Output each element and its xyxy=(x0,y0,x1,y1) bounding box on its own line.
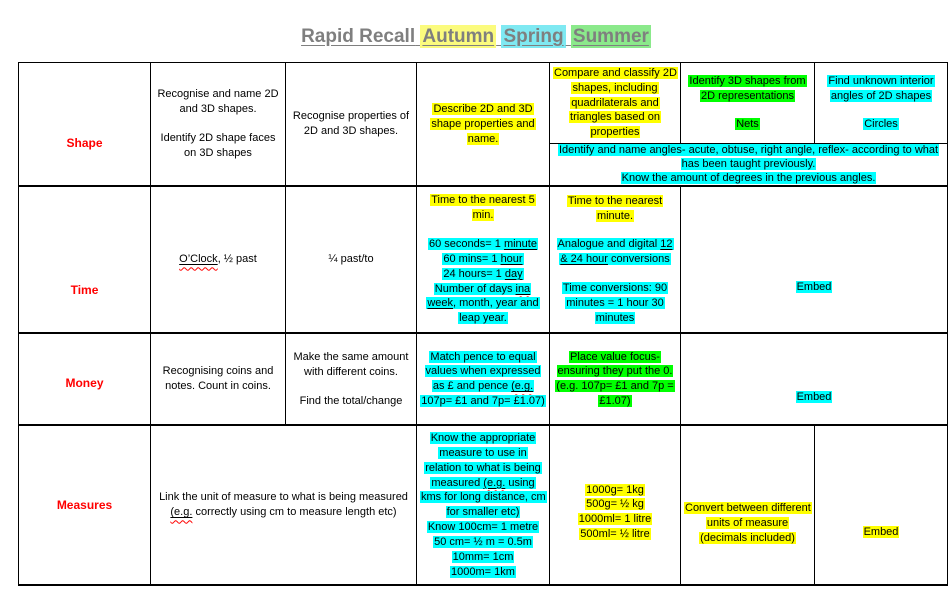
highlighted-text: Nets xyxy=(736,118,759,131)
underlined-text: O’Clock xyxy=(179,253,218,266)
cell-text: Link the unit of measure to what is being measured (e.g. correctly using cm to measure length etc) xyxy=(159,491,408,519)
cell-measures-label xyxy=(19,425,151,585)
cell-text: Identify 2D shape faces on 3D shapes xyxy=(160,132,276,159)
cell-money-embed xyxy=(681,333,948,425)
row-measures xyxy=(19,425,948,585)
title-text: Rapid Recall xyxy=(301,26,416,47)
highlighted-text: 500g= ½ kg xyxy=(586,498,644,511)
cell-text: Recognise properties of 2D and 3D shapes. xyxy=(292,110,410,138)
highlighted-text: Know the amount of degrees in the previous angles. xyxy=(621,171,876,184)
cell-measures-link-unit xyxy=(151,425,417,585)
highlighted-text: 50 cm= ½ m = 0.5m xyxy=(434,535,532,548)
underlined-text: ina xyxy=(515,282,531,295)
blank-line xyxy=(818,103,944,117)
highlighted-text: Convert between different units of measure (decimals included) xyxy=(685,501,811,544)
spellcheck-underline xyxy=(483,477,505,489)
highlighted-text: Number of days ina week, month, year and leap year. xyxy=(427,282,539,325)
cell-time-nearest-minute xyxy=(550,186,681,333)
blank-line xyxy=(684,103,811,117)
cell-time-oclock xyxy=(151,186,286,333)
cell-time-label xyxy=(19,186,151,333)
highlighted-text: Embed xyxy=(796,390,832,403)
highlighted-text: Identify and name angles- acute, obtuse, right angle, reflex- according to what has been taught previously. xyxy=(558,144,939,170)
cell-money-place-value xyxy=(550,333,681,425)
highlighted-text: Time to the nearest 5 min. xyxy=(431,194,535,222)
cell-shape-describe xyxy=(417,63,550,187)
cell-measures-embed xyxy=(815,425,948,585)
blank-line xyxy=(420,223,546,237)
cell-shape-compare-classify xyxy=(550,63,681,144)
highlighted-text: Embed xyxy=(796,281,832,294)
cell-text: Recognise and name 2D and 3D shapes. xyxy=(157,88,279,116)
cell-text: Make the same amount with different coins. xyxy=(293,350,409,378)
highlighted-text: 1000ml= 1 litre xyxy=(578,513,652,526)
underlined-text: day xyxy=(504,267,523,280)
title-term-spring: Spring xyxy=(503,26,564,47)
cell-measures-weights-volumes xyxy=(550,425,681,585)
row-label-measures: Measures xyxy=(56,498,113,513)
row-shape xyxy=(19,63,948,144)
highlighted-text: 1000m= 1km xyxy=(451,565,515,578)
title-term-autumn: Autumn xyxy=(422,26,495,47)
cell-money-match-pence xyxy=(417,333,550,425)
cell-shape-label xyxy=(19,63,151,187)
cell-time-nearest-5min xyxy=(417,186,550,333)
cell-text: , ½ past xyxy=(217,253,257,266)
highlighted-text: Know 100cm= 1 metre xyxy=(427,521,539,534)
cell-text: ¼ past/to xyxy=(328,253,374,266)
cell-shape-properties xyxy=(286,63,417,187)
cell-money-label xyxy=(19,333,151,425)
highlighted-text: Time conversions: 90 minutes = 1 hour 30 minutes xyxy=(562,282,668,324)
highlighted-text: Find unknown interior angles of 2D shapes xyxy=(828,74,934,102)
highlighted-text: 60 seconds= 1 minute xyxy=(429,238,537,251)
spellcheck-underline xyxy=(179,253,218,265)
underlined-text: (e.g. xyxy=(511,380,534,393)
highlighted-text: Identify 3D shapes from 2D representations xyxy=(689,74,806,102)
spellcheck-underline xyxy=(511,380,533,392)
row-label-time: Time xyxy=(70,282,99,297)
highlighted-text: 1000g= 1kg xyxy=(586,483,644,496)
row-money xyxy=(19,333,948,425)
cell-shape-recognise-name xyxy=(151,63,286,187)
cell-shape-interior-angles xyxy=(815,63,948,144)
highlighted-text: Time to the nearest minute. xyxy=(567,194,663,222)
rapid-recall-table xyxy=(18,62,948,586)
highlighted-text: Match pence to equal values when expressed as £ and pence (e.g. 107p= £1 and 7p= £1.07) xyxy=(421,350,545,408)
blank-line xyxy=(553,223,677,237)
page-title xyxy=(0,26,952,48)
cell-text: Find the total/change xyxy=(299,394,403,407)
highlighted-text: 500ml= ½ litre xyxy=(580,528,650,541)
spellcheck-underline xyxy=(516,283,531,295)
cell-measures-appropriate-measure xyxy=(417,425,550,585)
underlined-text: minute xyxy=(503,238,537,251)
highlighted-text: Compare and classify 2D shapes, including quadrilaterals and triangles based on properties xyxy=(554,66,677,139)
blank-line xyxy=(289,380,413,394)
underlined-text: (e.g. xyxy=(170,506,193,519)
highlighted-text: Describe 2D and 3D shape properties and name. xyxy=(431,102,535,145)
cell-time-quarter-past xyxy=(286,186,417,333)
highlighted-text: Analogue and digital 12 & 24 hour conversions xyxy=(557,238,673,266)
highlighted-text: Circles xyxy=(864,118,898,131)
spellcheck-underline xyxy=(170,506,192,518)
cell-shape-name-angles xyxy=(550,144,948,187)
blank-line xyxy=(154,117,282,131)
cell-shape-3d-representations xyxy=(681,63,815,144)
row-label-money: Money xyxy=(65,376,104,391)
underlined-text: (e.g. xyxy=(483,476,506,489)
cell-time-embed xyxy=(681,186,948,333)
title-term-summer: Summer xyxy=(572,26,649,47)
blank-line xyxy=(553,267,677,281)
cell-measures-convert-units xyxy=(681,425,815,585)
cell-money-same-amount xyxy=(286,333,417,425)
highlighted-text: 24 hours= 1 day xyxy=(443,267,523,280)
highlighted-text: Place value focus- ensuring they put the 0. (e.g. 107p= £1 and 7p = £1.07) xyxy=(556,350,674,408)
cell-money-recognising-coins xyxy=(151,333,286,425)
cell-text: Recognising coins and notes. Count in coins. xyxy=(162,365,274,393)
row-label-shape: Shape xyxy=(66,136,103,151)
highlighted-text: 10mm= 1cm xyxy=(452,550,514,563)
highlighted-text: 60 mins= 1 hour xyxy=(443,252,523,265)
underlined-text: week xyxy=(427,297,454,310)
row-time xyxy=(19,186,948,333)
underlined-text: hour xyxy=(500,252,523,265)
highlighted-text: Know the appropriate measure to use in relation to what is being measured (e.g. using kms for long distance, cm for smaller etc) xyxy=(421,432,546,519)
underlined-text: 12 & 24 hour xyxy=(560,238,673,266)
highlighted-text: Embed xyxy=(863,525,899,538)
